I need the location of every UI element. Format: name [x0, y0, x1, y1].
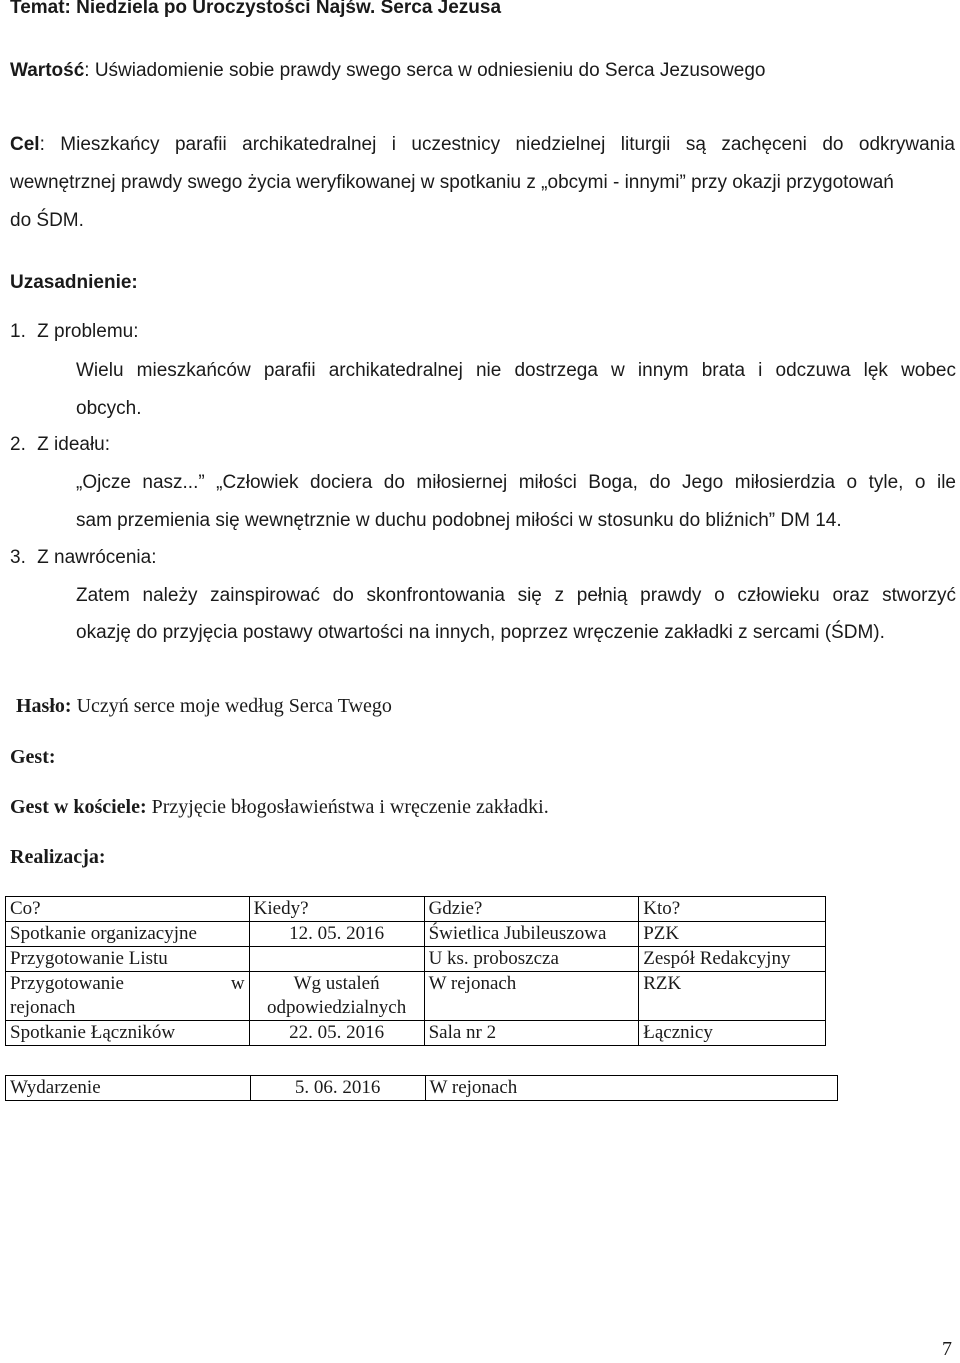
- goal-text-2: wewnętrznej prawdy swego życia weryfikowanej w spotkaniu z „obcymi - innymi” przy okazji przygotowań: [10, 172, 894, 193]
- cell-what-part-a: Przygotowanie: [10, 973, 124, 994]
- goal-text-1: : Mieszkańcy parafii archikatedralnej i uczestnicy niedzielnej liturgii są zachęceni do odkrywania: [39, 134, 955, 155]
- page-number: 7: [942, 1338, 952, 1360]
- cell-when-line-2: odpowiedzialnych: [266, 997, 407, 1018]
- item-1-title: Z problemu:: [37, 321, 139, 342]
- item-1-heading: [10, 321, 139, 343]
- cell-where: Sala nr 2: [424, 1021, 639, 1046]
- cell-who: Łącznicy: [639, 1021, 826, 1046]
- cell-what: [6, 972, 250, 1021]
- cell-what: Spotkanie organizacyjne: [6, 922, 250, 947]
- item-3-heading: [10, 547, 156, 569]
- topic-line: [10, 0, 501, 19]
- cell-when: [249, 972, 424, 1021]
- header-what: Co?: [6, 897, 250, 922]
- cell-what-part-b: w: [230, 973, 245, 994]
- cell-what-part-c: rejonach: [10, 997, 76, 1018]
- cell-when: [249, 947, 424, 972]
- plan-table: [5, 896, 826, 1046]
- gesture-label: Gest:: [10, 746, 56, 768]
- cell-when: 12. 05. 2016: [249, 922, 424, 947]
- cell-what-line-1: [10, 972, 245, 996]
- table-row: [6, 972, 826, 1021]
- cell-what: Przygotowanie Listu: [6, 947, 250, 972]
- header-where: Gdzie?: [424, 897, 639, 922]
- event-where: W rejonach: [425, 1076, 837, 1101]
- item-2-title: Z ideału:: [37, 434, 111, 455]
- church-gesture-line: [10, 796, 549, 819]
- motto-line: [16, 695, 392, 718]
- church-gesture-text: Przyjęcie błogosławieństwa i wręczenie zakładki.: [151, 796, 549, 818]
- cell-who: RZK: [639, 972, 826, 1021]
- item-3-text-1: Zatem należy zainspirować do skonfrontowania się z pełnią prawdy o człowieku oraz stworzyć: [76, 585, 956, 606]
- item-3-text-2: okazję do przyjęcia postawy otwartości na innych, poprzez wręczenie zakładki z sercami (ŚDM).: [76, 622, 885, 643]
- table-row: [6, 947, 826, 972]
- cell-who: Zespół Redakcyjny: [639, 947, 826, 972]
- realization-heading: Realizacja:: [10, 846, 106, 868]
- motto-label: Hasło:: [16, 695, 72, 717]
- cell-when-line-1: Wg ustaleń: [293, 973, 380, 994]
- event-when: 5. 06. 2016: [250, 1076, 425, 1101]
- table-row: [6, 922, 826, 947]
- goal-label: Cel: [10, 134, 40, 155]
- header-when: Kiedy?: [249, 897, 424, 922]
- topic-text: Niedziela po Uroczystości Najśw. Serca Jezusa: [76, 0, 502, 18]
- item-1-number: 1.: [10, 321, 26, 342]
- church-gesture-label: Gest w kościele:: [10, 796, 147, 818]
- item-2-number: 2.: [10, 434, 26, 455]
- value-text: Uświadomienie sobie prawdy swego serca w odniesieniu do Serca Jezusowego: [94, 60, 766, 81]
- goal-text-3: do ŚDM.: [10, 210, 84, 231]
- topic-label: Temat:: [10, 0, 71, 18]
- event-table: [5, 1075, 838, 1101]
- cell-who: PZK: [639, 922, 826, 947]
- item-2-text-1: „Ojcze nasz...” „Człowiek dociera do miłosiernej miłości Boga, do Jego miłosierdzia o tyle, o ile: [76, 472, 956, 493]
- table-row: [6, 1076, 838, 1101]
- item-3-number: 3.: [10, 547, 26, 568]
- item-1-text-1: Wielu mieszkańców parafii archikatedralnej nie dostrzega w innym brata i odczuwa lęk wobec: [76, 360, 956, 381]
- cell-where: U ks. proboszcza: [424, 947, 639, 972]
- value-line: [10, 60, 765, 82]
- justification-heading: Uzasadnienie:: [10, 272, 138, 293]
- goal-line-1: [10, 134, 955, 156]
- motto-text: Uczyń serce moje według Serca Twego: [76, 695, 392, 717]
- item-2-heading: [10, 434, 110, 456]
- item-2-text-2: sam przemienia się wewnętrznie w duchu podobnej miłości w stosunku do bliźnich” DM 14.: [76, 510, 842, 531]
- cell-where: Świetlica Jubileuszowa: [424, 922, 639, 947]
- cell-where: W rejonach: [424, 972, 639, 1021]
- item-1-text-2: obcych.: [76, 398, 142, 419]
- value-sep: :: [84, 60, 90, 81]
- cell-what: Spotkanie Łączników: [6, 1021, 250, 1046]
- table-row: [6, 1021, 826, 1046]
- cell-when: 22. 05. 2016: [249, 1021, 424, 1046]
- event-what: Wydarzenie: [6, 1076, 251, 1101]
- table-header-row: [6, 897, 826, 922]
- value-label: Wartość: [10, 60, 85, 81]
- item-3-title: Z nawrócenia:: [37, 547, 157, 568]
- header-who: Kto?: [639, 897, 826, 922]
